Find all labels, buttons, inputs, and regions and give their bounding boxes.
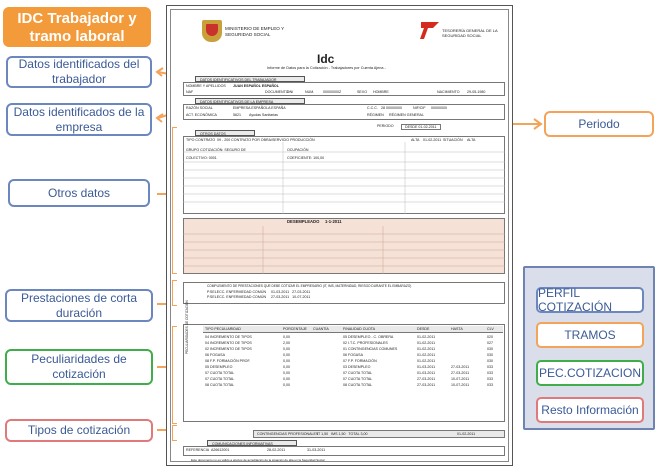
legend-profile: PERFIL COTIZACIÓN — [536, 287, 644, 313]
pec-type: 08 CUOTA TOTAL — [205, 383, 235, 387]
pec-type: 04 INCREMENTO DE TIPOS — [205, 335, 252, 339]
pec-percent: 0,00 — [283, 383, 290, 387]
pec-percent: 0,00 — [283, 365, 290, 369]
spain-crest-icon — [202, 20, 222, 42]
activity-label: ACT. ECONÓMICA — [186, 113, 217, 117]
pec-header-key: CLV — [487, 327, 494, 331]
situation-label: SITUACIÓN — [443, 138, 463, 142]
pec-to: 27-03-2011 — [451, 371, 470, 375]
pec-row — [203, 347, 503, 352]
footer-ref: A26612001 — [211, 448, 230, 452]
pec-key: 030 — [487, 359, 493, 363]
pec-header-from: DESDE — [417, 327, 430, 331]
short-benefits-row: P.SELECC. ENFERMEDAD COMÚN 01-03-2011 27-03-2011 — [207, 290, 311, 294]
desempleo-label: DESEMPLEADO — [287, 219, 320, 224]
alta-value: 01-02-2011 — [423, 138, 442, 142]
pec-to: 27-03-2011 — [451, 365, 470, 369]
pec-header-amount: CUANTÍA — [313, 327, 329, 331]
pec-from: 01-02-2011 — [417, 341, 436, 345]
pec-percent: 0,00 — [283, 359, 290, 363]
pec-row — [203, 335, 503, 340]
short-benefits-header: COMPLEMENTO DE PRESTACIONES QUE DEBE COTIZAR EL EMPRESARIO (IT, IMS, MATERNIDAD, RIESGO DURANTE EL EMBARAZO) — [207, 284, 412, 288]
contract-type-label: TIPO CONTRATO — [186, 138, 216, 142]
doc-number: 00000000Z — [323, 90, 342, 94]
bracket-other-data — [172, 127, 177, 274]
document-subtitle: Informe de Datos para la Cotización - Trabajadores por Cuenta Ajena - — [267, 66, 386, 70]
pec-percent: 2,00 — [283, 341, 290, 345]
pec-row — [203, 365, 503, 370]
period-value: DESDE 01-02-2011 — [401, 124, 441, 130]
pec-key: 033 — [487, 383, 493, 387]
sex-value: HOMBRE — [373, 90, 389, 94]
bracket-short-benefits — [172, 280, 177, 306]
pec-row — [203, 383, 503, 388]
footer-date-2: 31-03-2011 — [307, 448, 326, 452]
grupo-text: GRUPO COTIZACIÓN: SEGURO DE — [186, 148, 246, 152]
callout-short-benefits: Prestaciones de corta duración — [5, 289, 153, 322]
legend-other-info: Resto Información — [536, 397, 644, 423]
callout-contribution-types: Tipos de cotización — [5, 419, 153, 442]
regime-value: RÉGIMEN GENERAL — [389, 113, 424, 117]
nif-value: 00000000 — [431, 106, 447, 110]
pec-percent: 0,00 — [283, 377, 290, 381]
document-title: Idc — [317, 52, 335, 66]
pec-from: 27-03-2011 — [417, 377, 436, 381]
ccc-label: C.C.C. — [367, 106, 378, 110]
contract-type-value: 09 - 200 CONTRATO POR OBRA/SERVICIO PRODUCCIÓN — [217, 138, 315, 142]
contribution-types-label: CONTINGENCIAS PROFESIONALES — [257, 432, 319, 436]
pec-type: 06 FOGASA — [205, 353, 225, 357]
doc-type: DNI — [287, 90, 294, 94]
pec-type: 07 CUOTA TOTAL — [205, 377, 235, 381]
pec-row — [203, 371, 503, 376]
pec-finality: 03 DESEMPLEO — [343, 365, 371, 369]
company-section — [183, 104, 505, 120]
pec-type: 08 F.P. FORMACIÓN PROF. — [205, 359, 251, 363]
desempleo-date: 1-1-2011 — [325, 219, 342, 224]
pec-finality: 07 CUOTA TOTAL — [343, 377, 373, 381]
peculiarities-header-row — [203, 326, 503, 333]
regime-label: RÉGIMEN — [367, 113, 384, 117]
footer-date: 28-02-2011 — [267, 448, 286, 452]
pec-key: 030 — [487, 347, 493, 351]
footer-ref-label: REFERENCIA — [186, 448, 210, 452]
pec-type: 07 CUOTA TOTAL — [205, 371, 235, 375]
contribution-types-date: 01-02-2011 — [457, 432, 476, 436]
legend-tramos: TRAMOS — [536, 322, 644, 348]
pec-key: 027 — [487, 341, 493, 345]
peculiarities-vertical-label: PECULIARIDADES DE COTIZACIÓN — [185, 300, 189, 354]
pec-type: 05 DESEMPLEO — [205, 365, 233, 369]
doc-label: DOCUMENTO — [265, 90, 289, 94]
pec-percent: 0,00 — [283, 371, 290, 375]
birth-label: NACIMIENTO — [437, 90, 460, 94]
idc-document — [166, 5, 513, 466]
pec-finality: 02 I.T.C. PROFESIONALES — [343, 341, 388, 345]
worker-name-label: NOMBRE Y APELLIDOS — [186, 84, 226, 88]
pec-type: 04 INCREMENTO DE TIPOS — [205, 341, 252, 345]
communications-section — [183, 446, 505, 456]
pec-row — [203, 359, 503, 364]
situation-value: ALTA — [467, 138, 476, 142]
desempleo-grid — [183, 226, 505, 274]
alta-label: ALTA — [411, 138, 420, 142]
pec-finality: 08 CUOTA TOTAL — [343, 383, 373, 387]
agency-label: TESORERÍA GENERAL DE LA SEGURIDAD SOCIAL — [442, 28, 498, 38]
callout-worker-data: Datos identificados del trabajador — [6, 56, 152, 88]
pec-row — [203, 377, 503, 382]
pec-from: 01-02-2011 — [417, 353, 436, 357]
coeficiente-text: COEFICIENTE: 100,00 — [287, 156, 325, 160]
pec-header-percent: PORCENTAJE — [283, 327, 307, 331]
pec-percent: 0,00 — [283, 335, 290, 339]
pec-to: 10-07-2011 — [451, 377, 470, 381]
worker-name: JUAN ESPAÑOL ESPAÑOL — [233, 84, 279, 88]
pec-type: 02 INCREMENTO DE TIPOS — [205, 347, 252, 351]
pec-key: 033 — [487, 371, 493, 375]
pec-key: 030 — [487, 353, 493, 357]
tgss-logo-icon — [420, 20, 440, 40]
pec-from: 01-03-2011 — [417, 365, 436, 369]
callout-peculiarities: Peculiaridades de cotización — [5, 349, 153, 385]
pec-finality: 06 FOGASA — [343, 353, 363, 357]
pec-to: 10-07-2011 — [451, 383, 470, 387]
page-title: IDC Trabajador y tramo laboral — [3, 7, 151, 47]
sex-label: SEXO — [357, 90, 367, 94]
pec-row — [203, 341, 503, 346]
pec-finality: 01 CONTINGENCIAS COMUNES — [343, 347, 398, 351]
birth-value: 29-05-1980 — [467, 90, 486, 94]
other-data-grid — [183, 142, 505, 214]
company-name: EMPRESA ESPAÑOLA ESPAÑA — [233, 106, 286, 110]
pec-finality: 07 F.P. FORMACIÓN — [343, 359, 377, 363]
nif-label: NIF/CIF — [413, 106, 426, 110]
activity-desc: Ayudas Sanitarias — [249, 113, 278, 117]
pec-header-finality: FINALIDAD CUOTA — [343, 327, 376, 331]
contribution-types-values: IT 1,50 IMS 1,50 TOTAL 3,00 — [317, 432, 368, 436]
bracket-peculiarities — [172, 326, 177, 424]
legend-pec-cotizacion: PEC.COTIZACION — [536, 360, 644, 386]
bracket-types — [172, 425, 177, 441]
ministry-label: MINISTERIO DE EMPLEO Y SEGURIDAD SOCIAL — [225, 26, 285, 37]
pec-key: 033 — [487, 365, 493, 369]
callout-company-data: Datos identificados de la empresa — [6, 103, 152, 136]
pec-header-type: TIPO PECULIARIDAD — [205, 327, 241, 331]
company-section-header: DATOS IDENTIFICATIVOS DE LA EMPRESA — [195, 98, 305, 104]
callout-other-data: Otros datos — [8, 179, 150, 207]
callout-period: Periodo — [544, 111, 654, 137]
period-label: PERIODO — [377, 124, 394, 128]
pec-from: 01-03-2011 — [417, 371, 436, 375]
pec-percent: 0,00 — [283, 353, 290, 357]
colectivo-text: COLECTIVO: 0001 — [186, 156, 217, 160]
other-section-header: OTROS DATOS — [195, 130, 255, 136]
footer-note: Este documento no es válido a efectos de acreditación de la situación de alta en la Seguridad Social — [191, 458, 325, 462]
ccc-value: 28 00000000 — [381, 106, 402, 110]
pec-finality: 07 CUOTA TOTAL — [343, 371, 373, 375]
activity-code: 5621 — [233, 113, 241, 117]
pec-key: 020 — [487, 335, 493, 339]
pec-from: 27-03-2011 — [417, 383, 436, 387]
pec-row — [203, 353, 503, 358]
naf-label: NAF — [186, 90, 194, 94]
pec-percent: 0,00 — [283, 347, 290, 351]
communications-header: COMUNICACIONES INFORMATIVAS — [207, 440, 297, 446]
worker-section-header: DATOS IDENTIFICATIVOS DEL TRABAJADOR — [195, 76, 305, 82]
pec-header-to: HASTA — [451, 327, 463, 331]
ocupacion-text: OCUPACIÓN — [287, 148, 309, 152]
pec-from: 01-02-2011 — [417, 359, 436, 363]
company-label: RAZÓN SOCIAL — [186, 106, 213, 110]
pec-from: 01-02-2011 — [417, 335, 436, 339]
num-label: NUM. — [305, 90, 315, 94]
short-benefits-row: P.SELECC. ENFERMEDAD COMÚN 27-03-2011 10-07-2011 — [207, 295, 311, 299]
pec-key: 033 — [487, 377, 493, 381]
legend-panel — [523, 266, 655, 430]
pec-finality: 05 DESEMPLEO - C. OBRERA — [343, 335, 394, 339]
pec-from: 01-02-2011 — [417, 347, 436, 351]
